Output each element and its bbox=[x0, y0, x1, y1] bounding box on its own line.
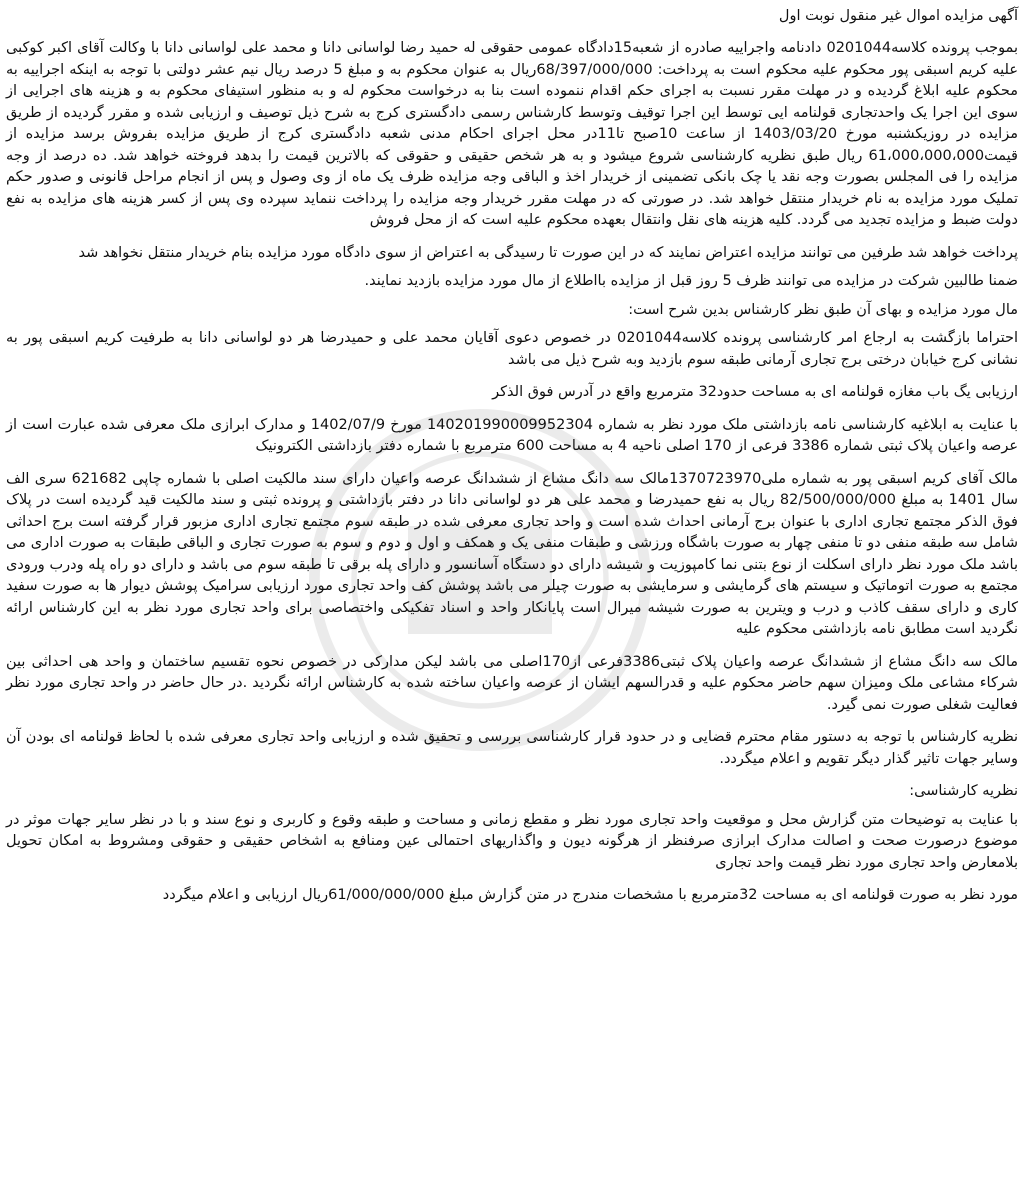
paragraph-visit: ضمنا طالبین شرکت در مزایده می توانند ظرف 5 روز قبل از مزایده بااطلاع از مال مورد مزایده بازدید نمایند. bbox=[364, 273, 1018, 289]
paragraph-shop-valuation: ارزیابی یگ باب مغازه قولنامه ای به مساحت حدود32 مترمربع واقع در آدرس فوق الذکر bbox=[492, 384, 1018, 400]
paragraph-seizure-letter: با عنایت به ابلاغیه کارشناسی نامه بازداشتی ملک مورد نظر به شماره 140201990009952304 مورخ 1402/07/9 و مدارک ابرازی ملک معرفی شده عبارت است از عرصه واعیان پلاک ثبتی شماره 3386 فرعی از 170 اصلی ناحیه 4 به مساحت 600 مترمربع با شماره دفتر بازداشتی الکترونیک bbox=[6, 416, 1018, 454]
paragraph-auction-order: بموجب پرونده کلاسه0201044 دادنامه واجراییه صادره از شعبه15دادگاه عمومی حقوقی له حمید رضا لواسانی دانا و محمد علی لواسانی دانا با وکالت آقای اکبر کوکبی علیه کریم اسبقی پور محکوم علیه محکوم است به پرداخت: 68/397/000/000ریال به عنوان محکوم به و مبلغ 5 درصد ریال نیم عشر دولتی با توجه به اینکه اجراییه به محکوم علیه ابلاغ گردیده و در مهلت مقرر نسبت به اجرای حکم اقدام ننموده است بنا به درخواست محکوم له و به منظور استیفای محکوم به و هزینه های اجرایی از سوی این اجرا یک واحدتجاری قولنامه ایی توسط این اجرا توقیف وتوسط کارشناس رسمی دادگستری کرج به شرح ذیل توصیف و ارزیابی شده و مقرر گردیده از طریق مزایده در روزیکشنبه مورخ 1403/03/20 از ساعت 10صبح تا11در محل اجرای احکام مدنی شعبه دادگستری کرج از طریق مزایده بفروش برسد مزایده از قیمت61،000،000،000 ریال طبق نظریه کارشناسی شروع میشود و به هر شخص حقیقی و حقوقی که بالاترین قیمت را بدهد فروخته خواهد شد. ده درصد از وجه مزایده را فی المجلس بصورت وجه نقد یا چک بانکی تضمینی از خریدار اخذ و الباقی وجه مزایده ظرف یک ماه از وی وصول و پس از انجام مراحل قانونی و صدور حکم تملیک مورد مزایده به نام خریدار منتقل خواهد شد. در صورتی که در مهلت مقرر خریدار وجه مزایده را پرداخت ننماید سپرده وی پس از کسر هزینه های مزایده به نفع دولت ضبط و مزایده تجدید می گردد. کلیه هزینه های نقل وانتقال بعهده محکوم علیه است که از محل فروش bbox=[6, 40, 1018, 228]
paragraph-ownership-share: مالک سه دانگ مشاع از ششدانگ عرصه واعیان پلاک ثبتی3386فرعی از170اصلی می باشد لیکن مدارکی در خصوص نحوه تقسیم ساختمان و واحد هی احداثی بین شرکاء مشاعی ملک ومیزان سهم حاضر محکوم علیه و قدرالسهم ایشان از عرصه واعیان ساخته شده به کارشناس ارائه نگردید .در حال حاضر در واحد تجاری مورد نظر فعالیت شغلی صورت نمی گیرد. bbox=[6, 653, 1018, 713]
paragraph-expert-note: نظریه کارشناس با توجه به دستور مقام محترم قضایی و در حدود قرار کارشناسی بررسی و تحقیق شده و ارزیابی واحد تجاری معرفی شده با لحاظ قولنامه ای بودن آن وسایر جهات تاثیر گذار دیگر تقویم و اعلام میگردد. bbox=[6, 729, 1018, 767]
paragraph-expert-referral: احتراما بازگشت به ارجاع امر کارشناسی پرونده کلاسه0201044 در خصوص دعوی آقایان محمد علی و حمیدرضا هر دو لواسانی دانا به طرفیت کریم اسبقی پور به نشانی کرج خیابان درختی برج تجاری آرمانی طبقه سوم بازدید وبه شرح ذیل می باشد bbox=[6, 330, 1018, 368]
paragraph-final-valuation: مورد نظر به صورت قولنامه ای به مساحت 32مترمربع با مشخصات مندرج در متن گزارش مبلغ 61/000/000/000ریال ارزیابی و اعلام میگردد bbox=[162, 887, 1018, 903]
paragraph-owner-details: مالک آقای کریم اسبقی پور به شماره ملی1370723970مالک سه دانگ مشاع از ششدانگ عرصه واعیان دارای سند مالکیت اصلی با شماره چاپی 621682 سری الف سال 1401 به مبلغ 82/500/000/000 ریال به نفع حمیدرضا و محمد علی هر دو لواسانی دانا در دفتر بازداشتی و پرونده ثبتی و سند مالکیت قید گردیده است در پلاک فوق الذکر مجتمع تجاری اداری با عنوان برج آرمانی احداث شده است و واحد تجاری معرفی شده در طبقه سوم مجتمع تجاری اداری مزبور قرار گرفته است برج احداثی شامل سه طبقه منفی دو تا منفی چهار به صورت باشگاه ورزشی و طبقات منفی یک و همکف و اول و دوم و سوم به صورت تجاری و الباقی طبقات به صورت اداری می باشد ملک مورد نظر دارای اسکلت از نوع بتنی نما کامپوزیت و شیشه دارای دو دستگاه آسانسور و دارای پله برقی تا طبقه سوم می باشد و دارای دو راه پله ودرب ورودی مجتمع به صورت اتوماتیک و سیستم های گرمایشی و سرمایشی به صورت چیلر می باشد پوشش کف واحد تجاری مورد ارزیابی سرامیک پوشش دیوار ها به صورت سفید کاری و دارای سقف کاذب و درب و ویترین به صورت شیشه میرال است پایانکار واحد و اسناد تفکیکی واختصاصی برای واحد تجاری مورد نظر به این کارشناس ارائه نگردید است مطابق نامه بازداشتی محکوم علیه bbox=[6, 470, 1019, 637]
expert-opinion-heading: نظریه کارشناسی: bbox=[909, 783, 1018, 799]
paragraph-property-heading: مال مورد مزایده و بهای آن طبق نظر کارشناس بدین شرح است: bbox=[628, 301, 1018, 318]
notice-title: آگهی مزایده اموال غیر منقول نوبت اول bbox=[778, 8, 1018, 24]
paragraph-objection: پرداخت خواهد شد طرفین می توانند مزایده اعتراض نمایند که در این صورت تا رسیدگی به اعتراض از سوی دادگاه مورد مزایده بنام خریدار منتقل نخواهد شد bbox=[78, 244, 1018, 261]
paragraph-expert-opinion: با عنایت به توضیحات متن گزارش محل و موقعیت واحد تجاری مورد نظر و مقطع زمانی و مساحت و طبقه وقوع و کاربری و نوع سند و با در نظر سایر جهات موثر در موضوع درصورت صحت و اصالت مدارک ابرازی صرفنظر از هرگونه دیون و واگذاریهای احتمالی عین ومنافع به اشخاص حقیقی و حقوقی ومشروط به امکان تحویل بلامعارض واحد تجاری مورد نظر قیمت واحد تجاری bbox=[6, 811, 1018, 871]
